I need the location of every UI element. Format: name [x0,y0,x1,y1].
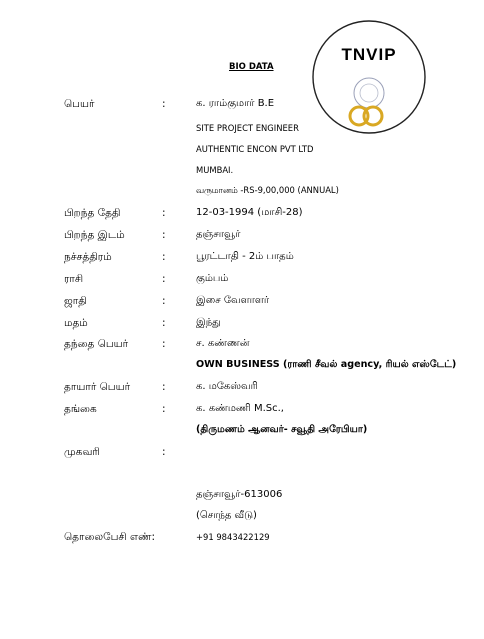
label-rasi: ராசி [64,273,84,285]
label-name: பெயர் [64,98,95,110]
value-dob: 12-03-1994 (மாசி-28) [196,207,303,218]
colon-religion: : [162,317,166,329]
value-father-occupation: OWN BUSINESS (ராணி சீவல் agency, ரியல் எஸ்டேட்) [196,359,457,370]
value-religion: இந்து [196,317,221,328]
value-address-city: தஞ்சாவூர்-613006 [196,489,283,500]
label-birthplace: பிறந்த இடம் [64,229,125,241]
colon-caste: : [162,295,166,307]
colon-father: : [162,338,166,350]
value-address-note: (சொந்த வீடு) [196,510,257,521]
value-birthplace: தஞ்சாவூர் [196,229,241,240]
value-star: பூரட்டாதி - 2ம் பாதம் [196,251,294,262]
label-religion: மதம் [64,317,88,329]
colon-address: : [162,446,166,458]
value-father-name: ச. கண்ணன் [196,338,250,349]
label-star: நச்சத்திரம் [64,251,112,263]
value-name: க. ராம்குமார் B.E [196,98,275,109]
colon-mother: : [162,381,166,393]
label-father: தந்தை பெயர் [64,338,129,350]
label-mother: தாயார் பெயர் [64,381,131,393]
colon-rasi: : [162,273,166,285]
biodata-title: BIO DATA [229,62,274,72]
colon-dob: : [162,207,166,219]
value-rasi: கும்பம் [196,273,229,284]
svg-text:TNVIP: TNVIP [341,45,397,64]
label-caste: ஜாதி [64,295,87,307]
label-dob: பிறந்த தேதி [64,207,121,219]
value-sister-status: (திருமணம் ஆனவர்- சவூதி அரேபியா) [196,424,368,435]
label-sister: தங்கை [64,403,97,415]
value-city: MUMBAI. [196,165,234,175]
value-caste: இசை வேளாளர் [196,295,270,306]
value-company: AUTHENTIC ENCON PVT LTD [196,144,314,154]
value-job-title: SITE PROJECT ENGINEER [196,123,299,133]
value-phone: +91 9843422129 [196,532,270,542]
value-mother: க. மகேஸ்வரி [196,381,258,392]
label-phone: தொலைபேசி எண்: [64,531,156,543]
colon-name: : [162,98,166,110]
tnvip-logo [310,18,428,136]
colon-star: : [162,251,166,263]
value-income: வருமானம் -RS-9,00,000 (ANNUAL) [196,185,339,195]
colon-birthplace: : [162,229,166,241]
colon-sister: : [162,403,166,415]
value-sister-name: க. கண்மணி M.Sc., [196,403,284,414]
label-address: முகவரி [64,446,100,458]
